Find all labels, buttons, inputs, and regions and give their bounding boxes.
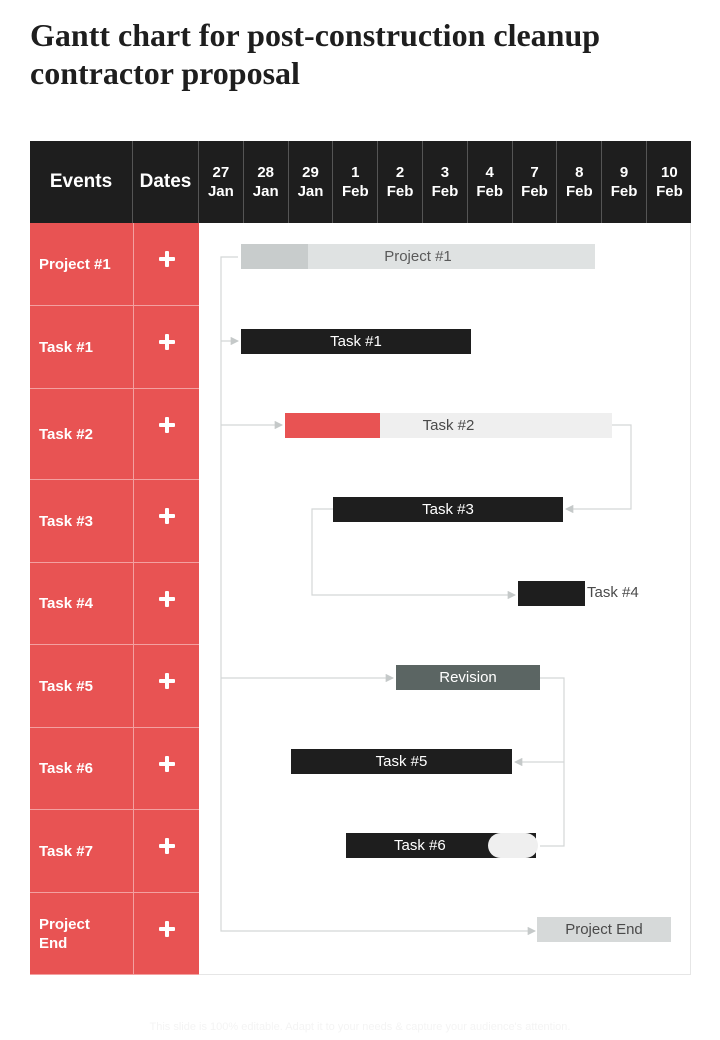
page-title: Gantt chart for post-construction cleanup contractor proposal	[30, 17, 601, 91]
date-header-cell: 7 Feb	[513, 141, 558, 223]
plus-icon[interactable]	[159, 251, 175, 267]
date-header-cell: 27 Jan	[199, 141, 244, 223]
event-row-label: Task #5	[30, 645, 133, 728]
gantt-bar[interactable]	[396, 665, 540, 690]
gantt-bar-label: Revision	[439, 669, 497, 686]
plus-icon[interactable]	[159, 838, 175, 854]
event-row-label: Task #4	[30, 563, 133, 645]
plus-icon[interactable]	[159, 756, 175, 772]
plus-icon[interactable]	[159, 508, 175, 524]
event-date-cell[interactable]	[133, 480, 199, 563]
gantt-bar-label: Task #2	[422, 417, 475, 434]
footer-note: This slide is 100% editable. Adapt it to your needs & capture your audience's attention.	[149, 1021, 571, 1033]
event-date-cell[interactable]	[133, 223, 199, 306]
gantt-bar-end-cap	[488, 833, 538, 858]
event-row-label: Task #6	[30, 728, 133, 810]
gantt-bar[interactable]	[241, 329, 471, 354]
date-header-cell: 4 Feb	[468, 141, 513, 223]
event-date-cell[interactable]	[133, 389, 199, 480]
date-header-cell: 29 Jan	[289, 141, 334, 223]
gantt-bar-label: Project End	[565, 921, 643, 938]
gantt-bar-label: Task #5	[375, 753, 428, 770]
gantt-bar[interactable]	[333, 497, 563, 522]
events-column-header: Events	[30, 141, 133, 223]
plus-icon[interactable]	[159, 591, 175, 607]
event-row-label: Task #3	[30, 480, 133, 563]
event-date-cell[interactable]	[133, 893, 199, 975]
gantt-bar[interactable]	[291, 749, 512, 774]
date-header-cell: 1 Feb	[333, 141, 378, 223]
date-header-cell: 3 Feb	[423, 141, 468, 223]
event-date-cell[interactable]	[133, 728, 199, 810]
gantt-bar[interactable]	[518, 581, 585, 606]
gantt-bar-label: Project #1	[384, 248, 452, 265]
event-date-cell[interactable]	[133, 306, 199, 389]
date-header-cell: 2 Feb	[378, 141, 423, 223]
gantt-bar-label: Task #6	[394, 837, 446, 854]
gantt-bar-progress	[241, 244, 308, 269]
event-row-label: Task #2	[30, 389, 133, 480]
event-date-cell[interactable]	[133, 810, 199, 893]
event-date-cell[interactable]	[133, 563, 199, 645]
gantt-bar-label: Task #1	[330, 333, 382, 350]
gantt-bar-label: Task #4	[587, 584, 639, 601]
dates-column-header: Dates	[133, 141, 199, 223]
event-row-label: Project End	[30, 893, 133, 975]
event-row-label: Project #1	[30, 223, 133, 306]
event-row-label: Task #1	[30, 306, 133, 389]
gantt-bar[interactable]	[346, 833, 536, 858]
event-date-cell[interactable]	[133, 645, 199, 728]
date-header-cell: 8 Feb	[557, 141, 602, 223]
gantt-bar[interactable]	[285, 413, 612, 438]
plus-icon[interactable]	[159, 673, 175, 689]
plus-icon[interactable]	[159, 417, 175, 433]
plus-icon[interactable]	[159, 921, 175, 937]
gantt-bar-progress	[285, 413, 380, 438]
gantt-bar[interactable]	[241, 244, 595, 269]
event-row-label: Task #7	[30, 810, 133, 893]
date-header-cell: 10 Feb	[656, 164, 683, 200]
date-header-cell: 9 Feb	[602, 141, 647, 223]
date-header-cell: 28 Jan	[244, 141, 289, 223]
gantt-bar[interactable]	[537, 917, 671, 942]
gantt-bar-label: Task #3	[422, 501, 474, 518]
plus-icon[interactable]	[159, 334, 175, 350]
